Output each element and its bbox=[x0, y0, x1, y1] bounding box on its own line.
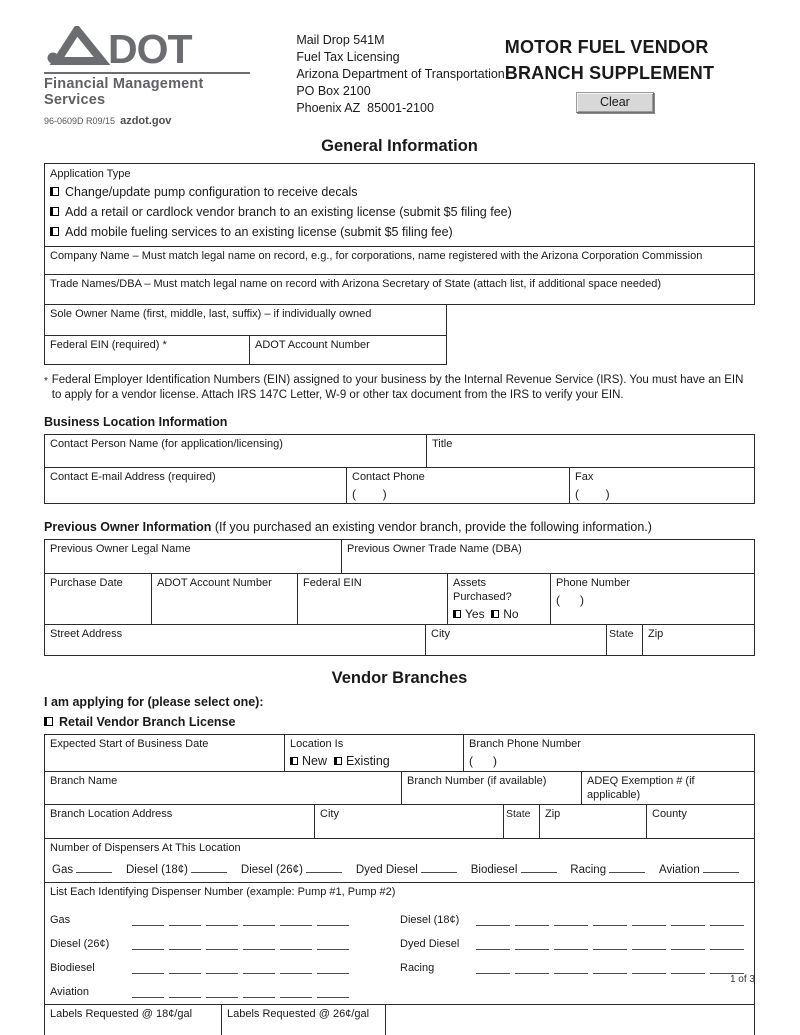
dispenser-list-section bbox=[45, 883, 754, 1004]
dispenser-blank[interactable] bbox=[317, 986, 349, 998]
branch-number-label: Branch Number (if available) bbox=[407, 775, 547, 787]
dispenser-blank[interactable] bbox=[476, 938, 510, 950]
dispenser-row-label: Diesel (18¢) bbox=[400, 914, 460, 926]
location-new-label: New bbox=[302, 754, 328, 768]
assets-no-checkbox-icon[interactable] bbox=[491, 610, 499, 618]
count-blank[interactable] bbox=[306, 861, 342, 873]
dispenser-blank[interactable] bbox=[132, 962, 164, 974]
branch-address-label: Branch Location Address bbox=[50, 808, 173, 820]
labels-26-label: Labels Requested @ 26¢/gal bbox=[227, 1008, 370, 1020]
address-line: Mail Drop 541M bbox=[296, 33, 385, 47]
dispenser-blank[interactable] bbox=[243, 938, 275, 950]
branch-phone-parens: ( ) bbox=[469, 754, 497, 768]
dispenser-blank[interactable] bbox=[671, 914, 705, 926]
trade-names-field[interactable] bbox=[45, 275, 754, 304]
federal-ein-label: Federal EIN (required) * bbox=[50, 339, 167, 351]
fuel-count-dyed bbox=[356, 861, 457, 876]
po-phone-label: Phone Number bbox=[556, 577, 630, 589]
dispenser-blank[interactable] bbox=[206, 938, 238, 950]
expected-start-label: Expected Start of Business Date bbox=[50, 738, 209, 750]
dispenser-blank[interactable] bbox=[671, 938, 705, 950]
dispenser-blank[interactable] bbox=[554, 914, 588, 926]
application-type-cell bbox=[45, 164, 754, 246]
dispenser-blank[interactable] bbox=[593, 938, 627, 950]
dispenser-blank[interactable] bbox=[515, 962, 549, 974]
po-street-address-field[interactable] bbox=[45, 625, 425, 655]
contact-person-label: Contact Person Name (for application/licensing) bbox=[50, 438, 283, 450]
previous-owner-table bbox=[44, 539, 755, 656]
po-adot-account-label: ADOT Account Number bbox=[157, 577, 272, 589]
branch-city-field[interactable] bbox=[314, 805, 503, 838]
location-new-checkbox-icon[interactable] bbox=[290, 757, 298, 765]
count-blank[interactable] bbox=[191, 861, 227, 873]
purchase-date-field[interactable] bbox=[45, 574, 151, 624]
po-phone-parens: ( ) bbox=[556, 593, 584, 607]
sole-owner-field[interactable] bbox=[45, 305, 446, 335]
dispenser-blank[interactable] bbox=[169, 938, 201, 950]
previous-owner-trade-name-label: Previous Owner Trade Name (DBA) bbox=[347, 543, 522, 555]
po-federal-ein-field[interactable] bbox=[297, 574, 447, 624]
dispenser-blank[interactable] bbox=[280, 938, 312, 950]
adot-account-field[interactable] bbox=[249, 336, 446, 364]
trade-names-label: Trade Names/DBA – Must match legal name on record with Arizona Secretary of State (attach list, if additional space needed) bbox=[50, 278, 662, 290]
previous-owner-trade-name-field[interactable] bbox=[341, 540, 754, 573]
form-title-line1: MOTOR FUEL VENDOR bbox=[504, 37, 709, 57]
branch-address-field[interactable] bbox=[45, 805, 314, 838]
dispenser-blank[interactable] bbox=[671, 962, 705, 974]
checkbox-icon[interactable] bbox=[50, 227, 59, 236]
fuel-label: Biodiesel bbox=[470, 864, 518, 876]
address-line: Phoenix AZ 85001-2100 bbox=[296, 101, 434, 115]
dispenser-blank[interactable] bbox=[243, 914, 275, 926]
dispenser-list-right-column bbox=[400, 902, 749, 998]
adeq-exemption-field[interactable] bbox=[581, 772, 754, 804]
agency-address-block bbox=[296, 26, 504, 117]
assets-purchased-field bbox=[447, 574, 550, 624]
dispenser-count-label: Number of Dispensers At This Location bbox=[50, 842, 241, 854]
fax-label: Fax bbox=[575, 471, 594, 483]
fax-field[interactable] bbox=[569, 468, 754, 503]
logo-divider bbox=[44, 72, 250, 74]
form-title-line2: BRANCH SUPPLEMENT bbox=[504, 63, 715, 83]
count-blank[interactable] bbox=[609, 861, 645, 873]
form-header bbox=[44, 26, 755, 127]
option-add-retail-branch[interactable] bbox=[50, 202, 749, 222]
sole-owner-label: Sole Owner Name (first, middle, last, suffix) – if individually owned bbox=[50, 308, 372, 320]
po-state-field[interactable] bbox=[606, 625, 642, 655]
previous-owner-heading-bold: Previous Owner Information bbox=[44, 520, 212, 534]
checkbox-icon[interactable] bbox=[50, 187, 59, 196]
dispenser-row-dyed-diesel bbox=[400, 926, 749, 950]
page-indicator: 1 of 3 bbox=[729, 974, 755, 985]
dispenser-list-label: List Each Identifying Dispenser Number (example: Pump #1, Pump #2) bbox=[50, 886, 396, 898]
dispenser-blank[interactable] bbox=[710, 962, 744, 974]
count-blank[interactable] bbox=[421, 861, 457, 873]
location-existing-label: Existing bbox=[345, 754, 390, 768]
dispenser-blank[interactable] bbox=[206, 914, 238, 926]
form-title-block bbox=[505, 26, 725, 113]
owner-ein-table bbox=[44, 305, 447, 365]
adeq-exemption-label: ADEQ Exemption # (if applicable) bbox=[587, 775, 695, 801]
address-line: PO Box 2100 bbox=[296, 84, 371, 98]
federal-ein-field[interactable] bbox=[45, 336, 249, 364]
assets-purchased-label: Assets Purchased? bbox=[453, 577, 512, 603]
fuel-count-racing bbox=[570, 861, 645, 876]
footnote-asterisk: * bbox=[44, 376, 48, 387]
fuel-label: Diesel (18¢) bbox=[126, 864, 188, 876]
dispenser-blank[interactable] bbox=[317, 962, 349, 974]
option-change-pump[interactable] bbox=[50, 182, 749, 202]
contact-title-field[interactable] bbox=[426, 435, 754, 467]
fuel-label: Racing bbox=[570, 864, 607, 876]
labels-empty-cell bbox=[385, 1005, 754, 1035]
option-label: Change/update pump configuration to receive decals bbox=[65, 185, 358, 199]
branch-phone-field[interactable] bbox=[463, 735, 754, 771]
contact-title-label: Title bbox=[432, 438, 453, 450]
retail-vendor-branch-option[interactable] bbox=[44, 715, 755, 729]
retail-option-label: Retail Vendor Branch License bbox=[59, 715, 236, 729]
website-link[interactable]: azdot.gov bbox=[120, 115, 172, 127]
dispenser-blank[interactable] bbox=[632, 962, 666, 974]
phone-parens: ( ) bbox=[352, 487, 387, 501]
company-name-label: Company Name – Must match legal name on record, e.g., for corporations, name registered with the Arizona Corporation Commission bbox=[50, 250, 703, 262]
dispenser-row-label: Dyed Diesel bbox=[400, 938, 460, 950]
adot-logo-icon bbox=[44, 26, 216, 66]
labels-26-field[interactable] bbox=[221, 1005, 385, 1035]
previous-owner-legal-name-label: Previous Owner Legal Name bbox=[50, 543, 191, 555]
dispenser-blank[interactable] bbox=[280, 962, 312, 974]
vendor-branch-table bbox=[44, 734, 755, 1035]
dispenser-row-diesel26 bbox=[50, 926, 400, 950]
option-label: Add a retail or cardlock vendor branch to an existing license (submit $5 filing fee) bbox=[65, 205, 512, 219]
contact-phone-field[interactable] bbox=[346, 468, 569, 503]
count-blank[interactable] bbox=[703, 861, 739, 873]
application-type-label: Application Type bbox=[50, 168, 131, 180]
dispenser-blank[interactable] bbox=[132, 938, 164, 950]
labels-18-field[interactable] bbox=[45, 1005, 221, 1035]
location-is-field bbox=[284, 735, 463, 771]
location-is-label: Location Is bbox=[290, 738, 344, 750]
purchase-date-label: Purchase Date bbox=[50, 577, 123, 589]
dispenser-blank[interactable] bbox=[710, 938, 744, 950]
fax-parens: ( ) bbox=[575, 487, 610, 501]
branch-number-field[interactable] bbox=[401, 772, 581, 804]
company-name-field[interactable] bbox=[45, 247, 754, 274]
dispenser-row-label: Biodiesel bbox=[50, 962, 95, 974]
po-street-address-label: Street Address bbox=[50, 628, 123, 640]
branch-zip-label: Zip bbox=[545, 808, 561, 820]
adot-account-label: ADOT Account Number bbox=[255, 339, 370, 351]
po-state-label: State bbox=[609, 628, 634, 640]
retail-checkbox-icon[interactable] bbox=[44, 717, 53, 726]
dispenser-blank[interactable] bbox=[317, 938, 349, 950]
form-number-line bbox=[44, 115, 254, 127]
dispenser-blank[interactable] bbox=[206, 962, 238, 974]
address-line: Arizona Department of Transportation bbox=[296, 67, 505, 81]
branch-state-field[interactable] bbox=[503, 805, 539, 838]
dispenser-blank[interactable] bbox=[280, 986, 312, 998]
dispenser-blank[interactable] bbox=[554, 962, 588, 974]
dispenser-row-label: Diesel (26¢) bbox=[50, 938, 110, 950]
business-location-table bbox=[44, 434, 755, 504]
dispenser-blank[interactable] bbox=[169, 962, 201, 974]
dispenser-blank[interactable] bbox=[593, 914, 627, 926]
ein-footnote bbox=[44, 373, 755, 403]
po-phone-field[interactable] bbox=[550, 574, 754, 624]
branch-state-label: State bbox=[506, 808, 531, 820]
option-add-mobile-fueling[interactable] bbox=[50, 222, 749, 242]
contact-phone-label: Contact Phone bbox=[352, 471, 425, 483]
dispenser-blank[interactable] bbox=[243, 986, 275, 998]
fuel-count-diesel26 bbox=[241, 861, 342, 876]
assets-yes-label: Yes bbox=[465, 607, 485, 621]
fuel-label: Diesel (26¢) bbox=[240, 864, 303, 876]
branch-name-field[interactable] bbox=[45, 772, 401, 804]
branch-phone-label: Branch Phone Number bbox=[469, 738, 581, 750]
po-city-field[interactable] bbox=[425, 625, 606, 655]
branch-city-label: City bbox=[320, 808, 339, 820]
po-zip-field[interactable] bbox=[642, 625, 754, 655]
previous-owner-heading bbox=[44, 520, 755, 534]
dispenser-blank[interactable] bbox=[515, 938, 549, 950]
po-city-label: City bbox=[431, 628, 450, 640]
dispenser-blank[interactable] bbox=[169, 914, 201, 926]
dispenser-blank[interactable] bbox=[169, 986, 201, 998]
fuel-label: Aviation bbox=[659, 864, 700, 876]
count-blank[interactable] bbox=[521, 861, 557, 873]
dispenser-row-label: Racing bbox=[400, 962, 435, 974]
dispenser-blank[interactable] bbox=[632, 914, 666, 926]
dispenser-blank[interactable] bbox=[132, 986, 164, 998]
dispenser-blank[interactable] bbox=[206, 986, 238, 998]
previous-owner-legal-name-field[interactable] bbox=[45, 540, 341, 573]
dispenser-row-biodiesel bbox=[50, 950, 400, 974]
labels-18-label: Labels Requested @ 18¢/gal bbox=[50, 1008, 193, 1020]
footnote-text: Federal Employer Identification Numbers (EIN) assigned to your business by the Internal Revenue Service (IRS). You must have an EIN to apply for a vendor license. Attach IRS 147C Letter, W-9 or other tax document from the IRS to verify your EIN. bbox=[51, 374, 744, 401]
count-blank[interactable] bbox=[76, 861, 112, 873]
fuel-count-gas bbox=[52, 861, 112, 876]
dispenser-row-gas bbox=[50, 902, 400, 926]
dispenser-blank[interactable] bbox=[515, 914, 549, 926]
dispenser-row-label: Gas bbox=[50, 914, 71, 926]
general-information-heading: General Information bbox=[321, 137, 478, 155]
contact-email-label: Contact E-mail Address (required) bbox=[50, 471, 216, 483]
clear-button[interactable]: Clear bbox=[576, 92, 654, 113]
po-federal-ein-label: Federal EIN bbox=[303, 577, 362, 589]
dispenser-blank[interactable] bbox=[243, 962, 275, 974]
logo-subtitle: Financial Management Services bbox=[44, 76, 204, 108]
svg-text:DOT: DOT bbox=[108, 26, 192, 66]
fuel-label: Dyed Diesel bbox=[355, 864, 418, 876]
fuel-count-line bbox=[50, 856, 749, 882]
dispenser-row-racing bbox=[400, 950, 749, 974]
dispenser-row-aviation bbox=[50, 974, 400, 998]
location-existing-checkbox-icon[interactable] bbox=[334, 757, 342, 765]
dispenser-count-section bbox=[45, 839, 754, 882]
dispenser-blank[interactable] bbox=[632, 938, 666, 950]
business-location-heading: Business Location Information bbox=[44, 415, 228, 429]
checkbox-icon[interactable] bbox=[50, 207, 59, 216]
option-label: Add mobile fueling services to an existing license (submit $5 filing fee) bbox=[65, 225, 453, 239]
dispenser-row-diesel18 bbox=[400, 902, 749, 926]
branch-county-field[interactable] bbox=[646, 805, 754, 838]
dispenser-blank[interactable] bbox=[280, 914, 312, 926]
address-line: Fuel Tax Licensing bbox=[296, 50, 400, 64]
dispenser-blank[interactable] bbox=[554, 938, 588, 950]
dispenser-blank[interactable] bbox=[710, 914, 744, 926]
po-adot-account-field[interactable] bbox=[151, 574, 297, 624]
form-number: 96-0609D R09/15 bbox=[44, 116, 116, 126]
dispenser-blank[interactable] bbox=[593, 962, 627, 974]
assets-yes-checkbox-icon[interactable] bbox=[453, 610, 461, 618]
applying-for-label: I am applying for (please select one): bbox=[44, 695, 264, 709]
branch-name-label: Branch Name bbox=[50, 775, 118, 787]
po-zip-label: Zip bbox=[648, 628, 664, 640]
contact-email-field[interactable] bbox=[45, 468, 346, 503]
general-information-table bbox=[44, 163, 755, 305]
branch-county-label: County bbox=[652, 808, 687, 820]
dispenser-blank[interactable] bbox=[476, 914, 510, 926]
dispenser-blank[interactable] bbox=[317, 914, 349, 926]
fuel-count-diesel18 bbox=[126, 861, 227, 876]
branch-zip-field[interactable] bbox=[539, 805, 646, 838]
previous-owner-heading-rest: (If you purchased an existing vendor branch, provide the following information.) bbox=[211, 520, 652, 534]
adot-logo bbox=[44, 26, 254, 127]
dispenser-blank[interactable] bbox=[132, 914, 164, 926]
fuel-count-aviation bbox=[659, 861, 739, 876]
vendor-branches-heading: Vendor Branches bbox=[331, 669, 468, 687]
dispenser-row-label: Aviation bbox=[50, 986, 89, 998]
expected-start-field[interactable] bbox=[45, 735, 284, 771]
dispenser-blank[interactable] bbox=[476, 962, 510, 974]
assets-no-label: No bbox=[503, 607, 519, 621]
fuel-count-biodiesel bbox=[471, 861, 557, 876]
fuel-label: Gas bbox=[52, 864, 74, 876]
dispenser-list-left-column bbox=[50, 902, 400, 998]
contact-person-field[interactable] bbox=[45, 435, 426, 467]
